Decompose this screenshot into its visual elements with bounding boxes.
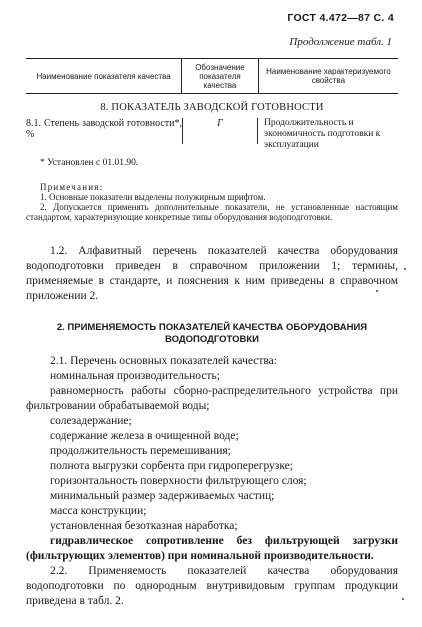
list-item: полнота выгрузки сорбента при гидроперегрузке; [50,460,293,472]
column-header-name: Наименование показателя качества [36,71,171,81]
section-2-list [26,354,398,609]
list-intro: 2.1. Перечень основных показателей качества: [50,355,277,367]
column-header-symbol: Обозначение показателя качества [181,59,259,93]
list-item: равномерность работы сборно-распределительного устройства при фильтровании обрабатываемой воды; [26,385,398,412]
table-section-title: 8. ПОКАЗАТЕЛЬ ЗАВОДСКОЙ ГОТОВНОСТИ [100,102,324,113]
list-item: минимальный размер задерживаемых частиц; [50,490,275,502]
row-name: 8.1. Степень заводской готовности*, % [26,118,182,140]
table-row [26,118,398,151]
speck [402,598,404,600]
table-continuation-label: Продолжение табл. 1 [289,36,392,48]
list-item: гидравлическое сопротивление без фильтрующей загрузки (фильтрующих элементов) при номинальной производительности. [26,535,398,562]
list-item: солезадержание; [50,415,132,427]
paragraph-1-2: 1.2. Алфавитный перечень показателей качества оборудования водоподготовки приведен в справочном приложении 1; термины, применяемые в стандарте, и пояснения к ним приведены в справочном приложении 2. [26,245,398,302]
row-symbol-cell [182,118,258,151]
table-header [26,58,398,94]
paragraph-2-2: 2.2. Применяемость показателей качества оборудования водоподготовки по однородным внутривидовым группам продукции приведена в табл. 2. [26,565,398,607]
speck [376,290,378,292]
list-item: горизонтальность поверхности фильтрующего слоя; [50,475,307,487]
speck [404,268,406,270]
note-item: 2. Допускается применять дополнительные показатели, не установленные настоящим стандартом, характеризующие конкретные типы оборудования водоподготовки. [26,202,398,222]
list-item: продолжительность перемешивания; [50,445,231,457]
footnote: * Установлен с 01.01.90. [40,158,139,168]
notes [26,182,398,222]
notes-heading: Примечания: [40,182,104,192]
section-2-title: 2. ПРИМЕНЯЕМОСТЬ ПОКАЗАТЕЛЕЙ КАЧЕСТВА ОБОРУДОВАНИЯ ВОДОПОДГОТОВКИ [56,322,368,345]
list-item: содержание железа в очищенной воде; [50,430,239,442]
list-item: масса конструкции; [50,505,147,517]
column-header-property: Наименование характеризуемого свойства [266,67,391,85]
list-item: номинальная производительность; [50,370,220,382]
page-header: ГОСТ 4.472—87 С. 4 [287,12,394,24]
row-symbol: Г [217,118,223,129]
row-property: Продолжительность и экономичность подготовки к эксплуатации [264,118,381,150]
list-item: установленная безотказная наработка; [50,520,238,532]
note-item: 1. Основные показатели выделены полужирным шрифтом. [40,192,266,202]
